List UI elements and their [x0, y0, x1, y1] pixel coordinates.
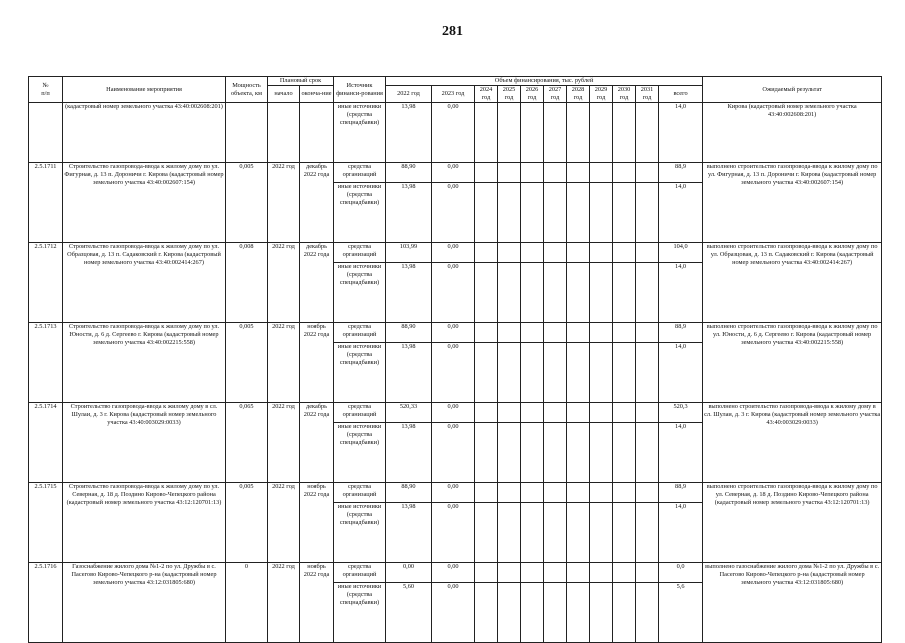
row-number: 2.5.1711: [29, 163, 63, 243]
header-2023: 2023 год: [432, 86, 475, 103]
row-2022-org: 103,99: [386, 243, 432, 263]
table-row: [29, 163, 882, 183]
row-result: выполнено строительство газопровода-ввода к жилому дому по ул. Образцовая, д. 13 п. Садаковский г. Кирова (кадастровый номер земельного участка 43:40:002414:267): [703, 243, 882, 323]
table-row: [29, 563, 882, 583]
row-2023-other: 0,00: [432, 183, 475, 243]
row-source-org: средства организаций: [334, 243, 386, 263]
header-2030: 2030 год: [613, 86, 636, 103]
row-number: 2.5.1713: [29, 323, 63, 403]
row-number: 2.5.1716: [29, 563, 63, 643]
row-result: выполнено строительство газопровода-ввода к жилому дому по ул. Юности, д. 6 д. Сергеево г. Кирова (кадастровый номер земельного участка 43:40:002215:558): [703, 323, 882, 403]
row-2022-other: 13,98: [386, 343, 432, 403]
row-2022-org: 88,90: [386, 163, 432, 183]
row-source-org: средства организаций: [334, 483, 386, 503]
row-2022-other: 5,60: [386, 583, 432, 643]
header-funding: Объем финансирования, тыс. рублей: [386, 77, 703, 86]
row-source-other: иные источники (средства спецнадбавки): [334, 423, 386, 483]
row-name: Газоснабжение жилого дома №1-2 по ул. Дружбы в с. Пасегово Кирово-Чепецкого р-на (кадастровый номер земельного участка 43:12:031805:680): [63, 563, 226, 643]
row-2023-org: 0,00: [432, 403, 475, 423]
header-2027: 2027 год: [544, 86, 567, 103]
header-result: Ожидаемый результат: [703, 77, 882, 103]
row-capacity: 0: [226, 563, 268, 643]
row-end: ноябрь 2022 года: [300, 563, 334, 643]
row-source-org: средства организаций: [334, 163, 386, 183]
row-total-other: 14,0: [659, 183, 703, 243]
row-2022-org: 0,00: [386, 563, 432, 583]
row-total-other: 14,0: [659, 423, 703, 483]
header-end: оконча-ние: [300, 86, 334, 103]
row-2022: 13,98: [386, 103, 432, 163]
row-number: 2.5.1714: [29, 403, 63, 483]
row-2022-org: 88,90: [386, 483, 432, 503]
row-2022-other: 13,98: [386, 503, 432, 563]
row-result: выполнено строительство газопровода-ввода к жилому дому по ул. Фигурная, д. 13 п. Дороничи г. Кирова (кадастровый номер земельного участка 43:40:002607:154): [703, 163, 882, 243]
row-end: ноябрь 2022 года: [300, 483, 334, 563]
row-result: выполнено газоснабжение жилого дома №1-2 по ул. Дружбы в с. Пасегово Кирово-Чепецкого р-на (кадастровый номер земельного участка 43:12:031805:680): [703, 563, 882, 643]
row-2022-other: 13,98: [386, 183, 432, 243]
row-source-other: иные источники (средства спецнадбавки): [334, 183, 386, 243]
row-capacity: 0,005: [226, 483, 268, 563]
row-total-org: 88,9: [659, 163, 703, 183]
row-number: 2.5.1712: [29, 243, 63, 323]
row-name: Строительство газопровода-ввода к жилому дому по ул. Северная, д. 18 д. Поздино Кирово-Чепецкого района (кадастровый номер земельного участка 43:12:120701:13): [63, 483, 226, 563]
row-name: Строительство газопровода-ввода к жилому дому по ул. Юности, д. 6 д. Сергеево г. Кирова (кадастровый номер земельного участка 43:40:002215:558): [63, 323, 226, 403]
row-start: 2022 год: [268, 563, 300, 643]
row-capacity: 0,008: [226, 243, 268, 323]
row-2023-org: 0,00: [432, 323, 475, 343]
row-result: Кирова (кадастровый номер земельного участка 43:40:002608:201): [703, 103, 882, 163]
row-2023-other: 0,00: [432, 423, 475, 483]
row-total-org: 104,0: [659, 243, 703, 263]
row-total-other: 14,0: [659, 263, 703, 323]
row-number: 2.5.1715: [29, 483, 63, 563]
header-period: Плановый срок: [268, 77, 334, 86]
row-end: декабрь 2022 года: [300, 243, 334, 323]
table-row: [29, 403, 882, 423]
table-row: [29, 243, 882, 263]
row-capacity: 0,065: [226, 403, 268, 483]
row-2023-org: 0,00: [432, 243, 475, 263]
header-2022: 2022 год: [386, 86, 432, 103]
table-row: [29, 323, 882, 343]
row-total-other: 5,6: [659, 583, 703, 643]
row-end: декабрь 2022 года: [300, 403, 334, 483]
row-capacity: 0,005: [226, 323, 268, 403]
row-2023-other: 0,00: [432, 263, 475, 323]
row-2023-other: 0,00: [432, 583, 475, 643]
row-source: иные источники (средства спецнадбавки): [334, 103, 386, 163]
row-2023-other: 0,00: [432, 503, 475, 563]
row-2022-org: 520,33: [386, 403, 432, 423]
row-total-other: 14,0: [659, 343, 703, 403]
row-result: выполнено строительство газопровода-ввода к жилому дому в сл. Шулаи, д. 3 г. Кирова (кадастровый номер земельного участка 43:40:003029:0033): [703, 403, 882, 483]
header-name: Наименование мероприятия: [63, 77, 226, 103]
header-capacity: Мощность объекта, км: [226, 77, 268, 103]
row-start: 2022 год: [268, 323, 300, 403]
row-name: Строительство газопровода-ввода к жилому дому по ул. Фигурная, д. 13 п. Дороничи г. Кирова (кадастровый номер земельного участка 43:40:002607:154): [63, 163, 226, 243]
row-source-other: иные источники (средства спецнадбавки): [334, 583, 386, 643]
header-source: Источник финанси-рования: [334, 77, 386, 103]
header-2024: 2024 год: [475, 86, 498, 103]
row-total-org: 0,0: [659, 563, 703, 583]
row-total-org: 88,9: [659, 323, 703, 343]
row-2023: 0,00: [432, 103, 475, 163]
row-result: выполнено строительство газопровода-ввода к жилому дому по ул. Северная, д. 18 д. Поздино Кирово-Чепецкого района (кадастровый номер земельного участка 43:12:120701:13): [703, 483, 882, 563]
row-start: 2022 год: [268, 163, 300, 243]
row-name: Строительство газопровода-ввода к жилому дому по ул. Образцовая, д. 13 п. Садаковский г. Кирова (кадастровый номер земельного участка 43:40:002414:267): [63, 243, 226, 323]
row-total-org: 88,9: [659, 483, 703, 503]
row-start: 2022 год: [268, 243, 300, 323]
row-source-org: средства организаций: [334, 323, 386, 343]
row-2022-other: 13,98: [386, 263, 432, 323]
page-number: 281: [442, 24, 463, 39]
header-total: всего: [659, 86, 703, 103]
table-row-continued: [29, 103, 882, 163]
row-2023-org: 0,00: [432, 563, 475, 583]
header-2026: 2026 год: [521, 86, 544, 103]
row-2022-other: 13,98: [386, 423, 432, 483]
row-source-other: иные источники (средства спецнадбавки): [334, 343, 386, 403]
row-total-org: 520,3: [659, 403, 703, 423]
row-capacity: 0,005: [226, 163, 268, 243]
row-source-other: иные источники (средства спецнадбавки): [334, 503, 386, 563]
header-start: начало: [268, 86, 300, 103]
row-start: 2022 год: [268, 403, 300, 483]
header-2029: 2029 год: [590, 86, 613, 103]
row-source-other: иные источники (средства спецнадбавки): [334, 263, 386, 323]
row-2023-org: 0,00: [432, 163, 475, 183]
row-name: (кадастровый номер земельного участка 43:40:002608:201): [63, 103, 226, 163]
financing-table: [28, 76, 882, 643]
header-2025: 2025 год: [498, 86, 521, 103]
row-total-other: 14,0: [659, 503, 703, 563]
row-end: ноябрь 2022 года: [300, 323, 334, 403]
row-total: 14,0: [659, 103, 703, 163]
row-start: 2022 год: [268, 483, 300, 563]
row-end: декабрь 2022 года: [300, 163, 334, 243]
row-2023-org: 0,00: [432, 483, 475, 503]
row-source-org: средства организаций: [334, 563, 386, 583]
header-2031: 2031 год: [636, 86, 659, 103]
header-2028: 2028 год: [567, 86, 590, 103]
row-source-org: средства организаций: [334, 403, 386, 423]
row-2023-other: 0,00: [432, 343, 475, 403]
row-2022-org: 88,90: [386, 323, 432, 343]
table-row: [29, 483, 882, 503]
header-no: № п/п: [29, 77, 63, 103]
row-name: Строительство газопровода-ввода к жилому дому в сл. Шулаи, д. 3 г. Кирова (кадастровый номер земельного участка 43:40:003029:0033): [63, 403, 226, 483]
